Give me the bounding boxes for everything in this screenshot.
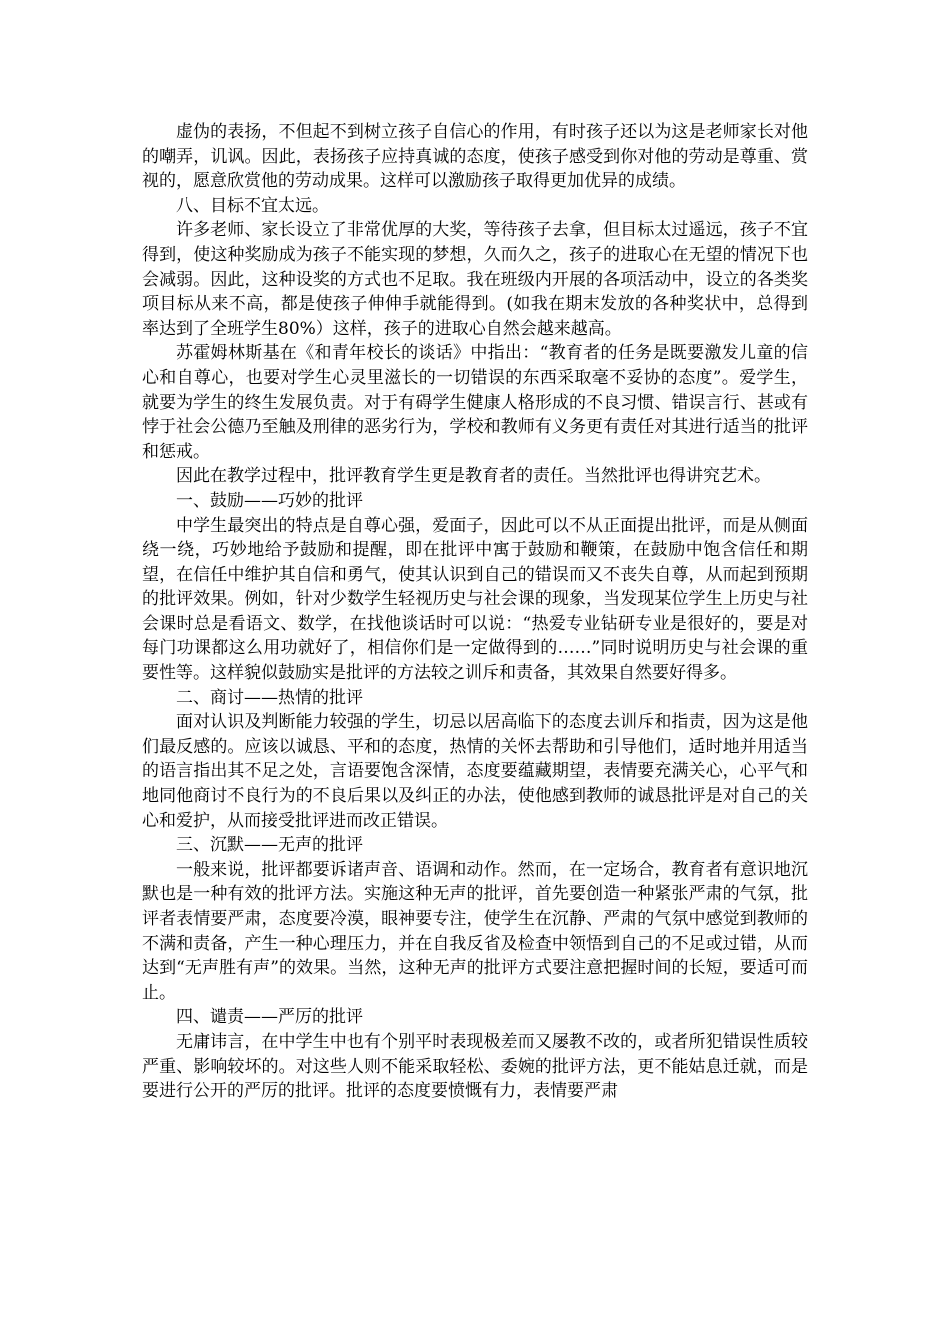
paragraph-condemnation: 无庸讳言，在中学生中也有个别平时表现极差而又屡教不改的，或者所犯错误性质较严重、影响较坏的。对这些人则不能采取轻松、委婉的批评方法，更不能姑息迁就，而是要进行公开的严厉的批评。批评的态度要愤慨有力，表情要严肃 <box>142 1031 808 1102</box>
paragraph-silence: 一般来说，批评都要诉诸声音、语调和动作。然而，在一定场合，教育者有意识地沉默也是一种有效的批评方法。实施这种无声的批评，首先要创造一种紧张严肃的气氛，批评者表情要严肃，态度要冷漠，眼神要专注，使学生在沉静、严肃的气氛中感觉到教师的不满和责备，产生一种心理压力，并在自我反省及检查中领悟到自己的不足或过错，从而达到“无声胜有声”的效果。当然，这种无声的批评方式要注意把握时间的长短，要适可而止。 <box>142 859 808 1003</box>
paragraph-sukhomlinsky-quote: 苏霍姆林斯基在《和青年校长的谈话》中指出：“教育者的任务是既要激发儿童的信心和自尊心，也要对学生心灵里滋长的一切错误的东西采取毫不妥协的态度”。爱学生，就要为学生的终生发展负责。对于有碍学生健康人格形成的不良习惯、错误言行、甚或有悖于社会公德乃至触及刑律的恶劣行为，学校和教师有义务更有责任对其进行适当的批评和惩戒。 <box>142 343 808 462</box>
document-body <box>142 120 808 1104</box>
paragraph-encouragement: 中学生最突出的特点是自尊心强，爱面子，因此可以不从正面提出批评，而是从侧面绕一绕，巧妙地给予鼓励和提醒，即在批评中寓于鼓励和鞭策，在鼓励中饱含信任和期望，在信任中维护其自信和勇气，使其认识到自己的错误而又不丧失自尊，从而起到预期的批评效果。例如，针对少数学生轻视历史与社会课的现象，当发现某位学生上历史与社会课时总是看语文、数学，在找他谈话时可以说：“热爱专业钻研专业是很好的，要是对每门功课都这么用功就好了，相信你们是一定做得到的……”同时说明历史与社会课的重要性等。这样貌似鼓励实是批评的方法较之训斥和责备，其效果自然要好得多。 <box>142 515 808 684</box>
heading-goal-not-too-far: 八、目标不宜太远。 <box>176 195 329 216</box>
paragraph-criticism-responsibility: 因此在教学过程中，批评教育学生更是教育者的责任。当然批评也得讲究艺术。 <box>176 466 771 487</box>
paragraph-praise-sincerity: 虚伪的表扬，不但起不到树立孩子自信心的作用，有时孩子还以为这是老师家长对他的嘲弄，讥讽。因此，表扬孩子应持真诚的态度，使孩子感受到你对他的劳动是尊重、赏视的，愿意欣赏他的劳动成果。这样可以激励孩子取得更加优异的成绩。 <box>142 122 808 192</box>
paragraph-goal-reward: 许多老师、家长设立了非常优厚的大奖，等待孩子去拿，但目标太过遥远，孩子不宜得到，使这种奖励成为孩子不能实现的梦想，久而久之，孩子的进取心在无望的情况下也会减弱。因此，这种设奖的方式也不足取。我在班级内开展的各项活动中，设立的各类奖项目标从来不高，都是使孩子伸伸手就能得到。(如我在期末发放的各种奖状中，总得到率达到了全班学生80%）这样，孩子的进取心自然会越来越高。 <box>142 220 808 339</box>
heading-stern-criticism: 四、谴责——严厉的批评 <box>176 1007 363 1028</box>
heading-encouragement-criticism: 一、鼓励——巧妙的批评 <box>176 490 363 511</box>
heading-silent-criticism: 三、沉默——无声的批评 <box>176 835 363 856</box>
heading-discussion-criticism: 二、商讨——热情的批评 <box>176 687 363 708</box>
paragraph-discussion: 面对认识及判断能力较强的学生，切忌以居高临下的态度去训斥和指责，因为这是他们最反感的。应该以诚恳、平和的态度，热情的关怀去帮助和引导他们，适时地并用适当的语言指出其不足之处，言语要饱含深情，态度要蕴藏期望，表情要充满关心，心平气和地同他商讨不良行为的不良后果以及纠正的办法，使他感到教师的诚恳批评是对自己的关心和爱护，从而接受批评进而改正错误。 <box>142 712 808 831</box>
